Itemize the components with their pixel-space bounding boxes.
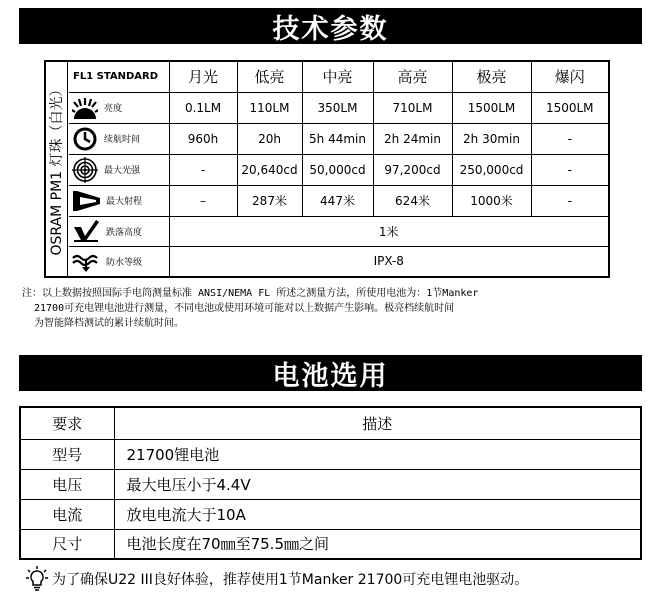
- spec-cell: -: [531, 185, 608, 216]
- battery-req: 型号: [20, 439, 114, 469]
- spec-row-label: 续航时间: [104, 135, 141, 145]
- lightbulb-icon: [26, 566, 48, 592]
- measurement-note: [22, 286, 622, 331]
- waterproof-icon: [72, 250, 100, 272]
- spec-row-label-cell: [69, 216, 169, 246]
- led-side-label: OSRAM PM1 灯珠（白光）: [49, 82, 65, 256]
- spec-cell: 624米: [373, 185, 452, 216]
- spec-row-brightness: [69, 92, 608, 123]
- spec-row-label-cell: [69, 154, 169, 185]
- spec-title-banner: [19, 8, 642, 44]
- spec-cell: 20h: [237, 123, 302, 154]
- spec-cell: 110LM: [237, 92, 302, 123]
- note-line: 21700可充电锂电池进行测量，不同电池或使用环境可能对以上数据产生影响。极亮档续航时间: [34, 303, 455, 314]
- spec-cell: 1500LM: [531, 92, 608, 123]
- runtime-clock-icon: [72, 127, 98, 151]
- spec-cell: 0.1LM: [169, 92, 237, 123]
- spec-cell: –: [169, 185, 237, 216]
- battery-req: 电压: [20, 469, 114, 499]
- spec-row-label: 最大光强: [104, 166, 141, 176]
- battery-row: [20, 439, 641, 469]
- spec-cell: 20,640cd: [237, 154, 302, 185]
- spec-cell: -: [531, 154, 608, 185]
- spec-table: [69, 62, 608, 276]
- spec-row-label-cell: [69, 185, 169, 216]
- battery-title-banner: [19, 355, 642, 391]
- spec-cell: -: [169, 154, 237, 185]
- spec-cell: 287米: [237, 185, 302, 216]
- beam-distance-icon: [72, 189, 100, 213]
- target-intensity-icon: [72, 157, 98, 183]
- spec-cell: 97,200cd: [373, 154, 452, 185]
- spec-table-frame: [44, 60, 610, 278]
- spec-header-mode-turbo: 极亮: [452, 62, 531, 92]
- spec-header-mode-mid: 中亮: [302, 62, 373, 92]
- battery-title: 电池选用: [272, 360, 389, 392]
- spec-cell: 1000米: [452, 185, 531, 216]
- waterproof-value-cell: IPX-8: [169, 246, 608, 276]
- note-line: 注：以上数据按照国际手电筒测量标准 ANSI/NEMA FL 所述之测量方法，所使用电池为：1节Manker: [22, 288, 479, 299]
- spec-cell: 250,000cd: [452, 154, 531, 185]
- spec-title: 技术参数: [272, 13, 389, 45]
- battery-row: [20, 499, 641, 529]
- spec-row-intensity: [69, 154, 608, 185]
- spec-row-label-cell: [69, 92, 169, 123]
- spec-cell: -: [531, 123, 608, 154]
- impact-resistance-icon: [72, 219, 100, 243]
- side-label-column: [46, 62, 68, 276]
- battery-table: [19, 406, 642, 560]
- note-line: 为智能降档测试的累计续航时间。: [34, 318, 184, 329]
- spec-cell: 50,000cd: [302, 154, 373, 185]
- battery-desc: 21700锂电池: [114, 439, 641, 469]
- spec-cell: 2h 24min: [373, 123, 452, 154]
- spec-header-mode-moon: 月光: [169, 62, 237, 92]
- spec-header-mode-low: 低亮: [237, 62, 302, 92]
- spec-row-distance: [69, 185, 608, 216]
- battery-header-row: [20, 407, 641, 439]
- spec-row-label-cell: [69, 246, 169, 276]
- spec-row-waterproof: [69, 246, 608, 276]
- battery-desc: 放电电流大于10A: [114, 499, 641, 529]
- battery-req: 尺寸: [20, 529, 114, 559]
- spec-row-impact: [69, 216, 608, 246]
- spec-row-label: 跌落高度: [106, 227, 143, 238]
- spec-cell: 2h 30min: [452, 123, 531, 154]
- battery-tip: [26, 566, 528, 592]
- spec-cell: 447米: [302, 185, 373, 216]
- spec-cell: 960h: [169, 123, 237, 154]
- spec-cell: 5h 44min: [302, 123, 373, 154]
- brightness-icon: [72, 97, 98, 119]
- battery-req: 电流: [20, 499, 114, 529]
- spec-cell: 350LM: [302, 92, 373, 123]
- battery-row: [20, 469, 641, 499]
- spec-cell: 710LM: [373, 92, 452, 123]
- tip-text: 为了确保U22 III良好体验，推荐使用1节Manker 21700可充电锂电池驱动。: [52, 572, 529, 588]
- spec-row-label-cell: [69, 123, 169, 154]
- spec-row-label: 最大射程: [106, 197, 143, 207]
- spec-row-label: 防水等级: [106, 257, 143, 268]
- spec-header-standard: FL1 STANDARD: [69, 62, 169, 92]
- spec-row-runtime: [69, 123, 608, 154]
- impact-value-cell: 1米: [169, 216, 608, 246]
- battery-header-requirement: 要求: [20, 407, 114, 439]
- spec-header-mode-high: 高亮: [373, 62, 452, 92]
- spec-cell: 1500LM: [452, 92, 531, 123]
- battery-desc: 电池长度在70㎜至75.5㎜之间: [114, 529, 641, 559]
- battery-row: [20, 529, 641, 559]
- battery-desc: 最大电压小于4.4V: [114, 469, 641, 499]
- battery-header-description: 描述: [114, 407, 641, 439]
- spec-header-mode-strobe: 爆闪: [531, 62, 608, 92]
- spec-header-row: [69, 62, 608, 92]
- spec-row-label: 亮度: [104, 104, 123, 114]
